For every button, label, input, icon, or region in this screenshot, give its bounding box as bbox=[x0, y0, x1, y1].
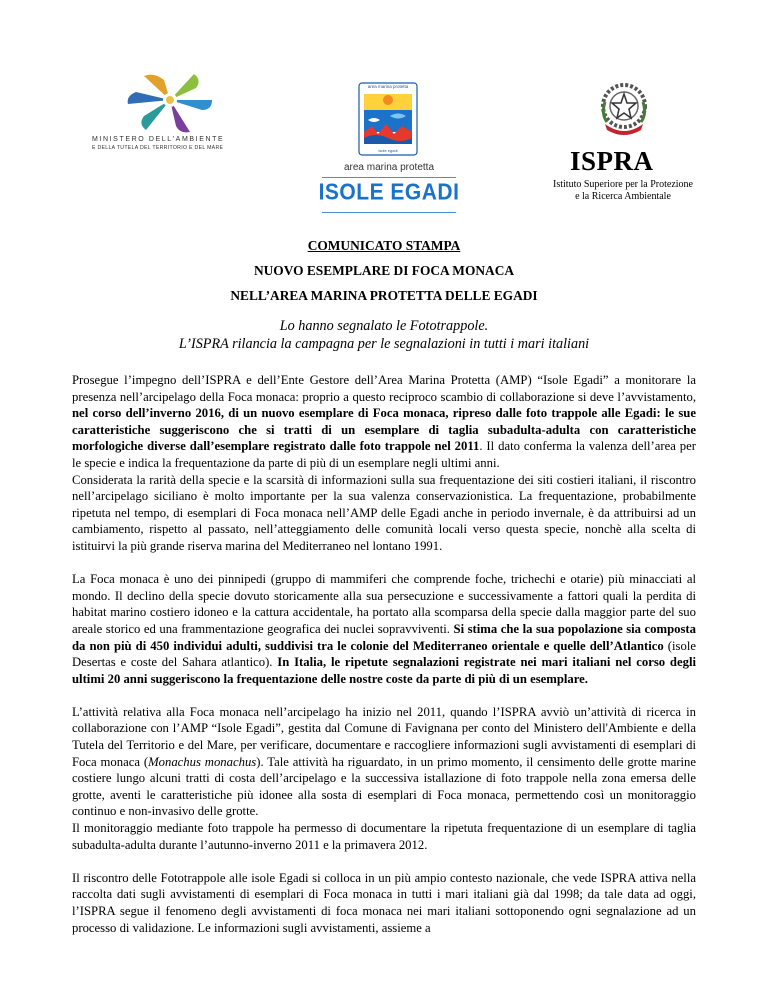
italian-republic-emblem-icon bbox=[597, 78, 651, 140]
ispra-description-line2: e la Ricerca Ambientale bbox=[575, 191, 671, 202]
p1-bold: nel corso dell’inverno 2016, di un nuovo esemplare di Foca monaca, ripreso dalle foto trappole alle Egadi: le sue caratteristiche suggeriscono che si tratti di un esemplare di taglia subadulta-adulta con caratteristiche morfologiche diverse dall’esemplare registrato dalle foto trappole nel 2011 bbox=[72, 406, 696, 454]
p3-text-b: (isole Desertas e coste del Sahara atlantico). bbox=[72, 638, 696, 670]
badge-top-text: area marina protetta bbox=[367, 84, 409, 89]
ministero-name-line1: MINISTERO DELL'AMBIENTE bbox=[92, 136, 225, 143]
paragraph-6: Il riscontro delle Fototrappole alle isole Egadi si colloca in un più ampio contesto nazionale, che vede ISPRA attiva nella raccolta dati sugli avvistamenti di esemplari di Foca monaca in tutti i mari italiani già dal 1998; da tale data ad oggi, l’ISPRA segue il fenomeno degli avvistamenti di foca monaca nei mari italiani sottoponendo ogni segnalazione ad un processo di validazione. Le informazioni sugli avvistamenti, assieme a bbox=[72, 870, 696, 935]
headline-line1: NUOVO ESEMPLARE DI FOCA MONACA bbox=[253, 263, 515, 278]
p4-text-b: ). Tale attività ha riguardato, in un primo momento, il censimento delle grotte marine costiere lungo alcuni tratti di costa dell’arcipelago e la successiva istallazione di foto trappole nella zona emersa delle grotte, aventi le caratteristiche più idonee alla sosta di esemplari di Foca monaca, permettendo così un monitoraggio continuo e non-invasivo delle grotte. bbox=[72, 754, 696, 819]
paragraph-2: Considerata la rarità della specie e la scarsità di informazioni sulla sua frequentazione dei siti costieri italiani, il riscontro nell’arcipelago siciliano è molto importante per la sua valenza conservazionistica. La frequentazione, probabilmente ripetuta nel tempo, di esemplari di Foca monaca nell’AMP delle Egadi anche in periodo invernale, è da attribuirsi ad un cambiamento, rispetto al passato, nell’atteggiamento delle comunità locali verso questa specie, nonchè alla scelta di istituirvi la più grande riserva marina del Mediterraneo nel lontano 1991. bbox=[72, 472, 696, 553]
paragraph-5: Il monitoraggio mediante foto trappole ha permesso di documentare la ripetuta frequentazione di un esemplare di taglia subadulta-adulta durante l’autunno-inverno 2011 e la primavera 2012. bbox=[72, 821, 696, 852]
marine-badge-icon bbox=[358, 82, 418, 156]
p1-text-a: Prosegue l’impegno dell’ISPRA e dell’Ente Gestore dell’Area Marina Protetta (AMP) “Isole Egadi” a monitorare la presenza nell’arcipelago della Foca monaca: proprio a questo reciproco scambio di collaborazione si deve l’avvistamento, bbox=[72, 373, 696, 404]
isole-egadi-logo bbox=[314, 82, 464, 217]
egadi-badge bbox=[358, 82, 418, 156]
p3-text-a: La Foca monaca è uno dei pinnipedi (gruppo di mammiferi che comprende foche, trichechi e otarie) più minacciati al mondo. Il declino della specie dovuto storicamente alla sua persecuzione e successivamente a fattori quali la perdita di habitat marino costiero idoneo e la cattura accidentale, ha portato alla scomparsa della specie dalla maggior parte del suo areale storico ed una frammentazione geografica dei nuclei sopravviventi. bbox=[72, 572, 696, 636]
ispra-description-line1: Istituto Superiore per la Protezione bbox=[553, 179, 693, 190]
ispra-logo bbox=[548, 78, 698, 208]
egadi-subtitle: area marina protetta bbox=[343, 162, 435, 173]
p3-bold-a: Si stima che la sua popolazione sia composta da non più di 450 individui adulti, suddivisi tra le colonie del Mediterraneo orientale e quelle dell’Atlantico bbox=[72, 621, 696, 653]
ministero-name-line2: E DELLA TUTELA DEL TERRITORIO E DEL MARE bbox=[92, 145, 224, 151]
badge-bottom-text: isole egadi bbox=[378, 148, 398, 153]
paragraph-4 bbox=[72, 704, 696, 820]
p1-text-b: . Il dato conferma la valenza dell’area per le specie e indica la frequentazione da parte di più di un esemplare negli ultimi anni. bbox=[72, 439, 696, 470]
paragraph-3 bbox=[72, 571, 696, 687]
article-body bbox=[72, 372, 696, 936]
egadi-title: ISOLE EGADI bbox=[318, 180, 460, 205]
egadi-rule-bottom bbox=[322, 212, 456, 213]
egadi-rule-top bbox=[322, 177, 456, 178]
document-type-label: COMUNICATO STAMPA bbox=[307, 238, 461, 253]
paragraph-1 bbox=[72, 372, 696, 472]
p3-bold-b: In Italia, le ripetute segnalazioni registrate nei mari italiani nel corso degli ultimi 20 anni suggeriscono la frequentazione delle nostre coste da parte di più di un esemplare. bbox=[72, 655, 696, 686]
headline-line2: NELL’AREA MARINA PROTETTA DELLE EGADI bbox=[230, 288, 538, 303]
subheadline-line2: L’ISPRA rilancia la campagna per le segnalazioni in tutti i mari italiani bbox=[178, 336, 590, 352]
ministero-ambiente-logo bbox=[92, 70, 257, 160]
subheadline-line1: Lo hanno segnalato le Fototrappole. bbox=[279, 318, 489, 334]
star-emblem-icon bbox=[124, 70, 216, 134]
ispra-name: ISPRA bbox=[570, 146, 654, 176]
p4-text-a: L’attività relativa alla Foca monaca nell’arcipelago ha inizio nel 2011, quando l’ISPRA avviò un’attività di ricerca in collaborazione con l’AMP “Isole Egadi”, gestita dal Comune di Favignana per conto del Ministero dell'Ambiente e della Tutela del Territorio e del Mare, per verificare, documentare e raccogliere informazioni sugli avvistamenti di esemplari di Foca monaca ( bbox=[72, 704, 696, 769]
p4-species-name: Monachus monachus bbox=[148, 754, 257, 769]
